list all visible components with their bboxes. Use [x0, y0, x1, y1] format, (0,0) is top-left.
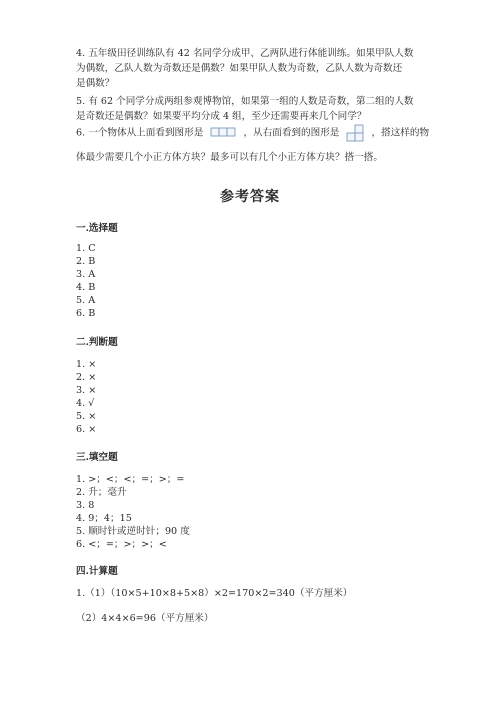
answer-item: 5. 顺时针或逆时针；90 度 — [76, 526, 190, 537]
q6-text-part3: ，搭这样的物 — [371, 127, 430, 139]
q6-text-part1: 6. 一个物体从上面看到图形是 — [76, 127, 204, 139]
q4-line-3: 是偶数？ — [76, 78, 115, 89]
answer-item: 2. 升；毫升 — [76, 487, 127, 498]
q6-text-part2: ，从右面看到的图形是 — [243, 127, 340, 139]
answer-item: 1. C — [76, 243, 96, 254]
answer-item: 4. 9；4；15 — [76, 513, 132, 524]
right-view-figure — [346, 124, 364, 142]
answer-item: （2）4×4×6=96（平方厘米） — [76, 613, 214, 624]
q4-line-2: 为偶数，乙队人数为奇数还是偶数？如果甲队人数为奇数，乙队人数为奇数还 — [76, 63, 403, 74]
answer-item: 4. B — [76, 282, 96, 293]
answer-item: 6. <；=；>；>；< — [76, 539, 167, 550]
answer-item: 1. >；<；<；=；>；= — [76, 474, 185, 485]
q6-line-1 — [76, 124, 429, 142]
answer-item: 2. B — [76, 256, 96, 267]
section-heading-judgment: 二.判断题 — [76, 337, 118, 348]
answer-item: 1.（1）（10×5+10×8+5×8）×2=170×2=340（平方厘米） — [76, 588, 353, 599]
answer-item: 4. √ — [76, 398, 95, 409]
answer-item: 3. 8 — [76, 500, 95, 511]
section-heading-calculation: 四.计算题 — [76, 566, 118, 577]
answer-key-title: 参考答案 — [220, 189, 280, 205]
answer-item: 6. B — [76, 308, 96, 319]
answer-item: 3. × — [76, 385, 97, 396]
answer-item: 6. × — [76, 424, 97, 435]
top-view-figure — [210, 126, 236, 140]
q6-line-2: 体最少需要几个小正方体方块？最多可以有几个小正方体方块？搭一搭。 — [76, 152, 383, 163]
q5-line-2: 是奇数还是偶数？如果要平均分成 4 组，至少还需要再来几个同学？ — [76, 111, 367, 122]
answer-item: 3. A — [76, 269, 96, 280]
q4-line-1: 4. 五年级田径训练队有 42 名同学分成甲、乙两队进行体能训练。如果甲队人数 — [76, 48, 414, 59]
q5-line-1: 5. 有 62 个同学分成两组参观博物馆，如果第一组的人数是奇数，第二组的人数 — [76, 96, 414, 107]
section-heading-fill: 三.填空题 — [76, 452, 118, 463]
answer-item: 2. × — [76, 372, 97, 383]
answer-item: 5. × — [76, 411, 97, 422]
section-heading-choice: 一.选择题 — [76, 223, 118, 234]
answer-item: 1. × — [76, 359, 97, 370]
answer-item: 5. A — [76, 295, 96, 306]
